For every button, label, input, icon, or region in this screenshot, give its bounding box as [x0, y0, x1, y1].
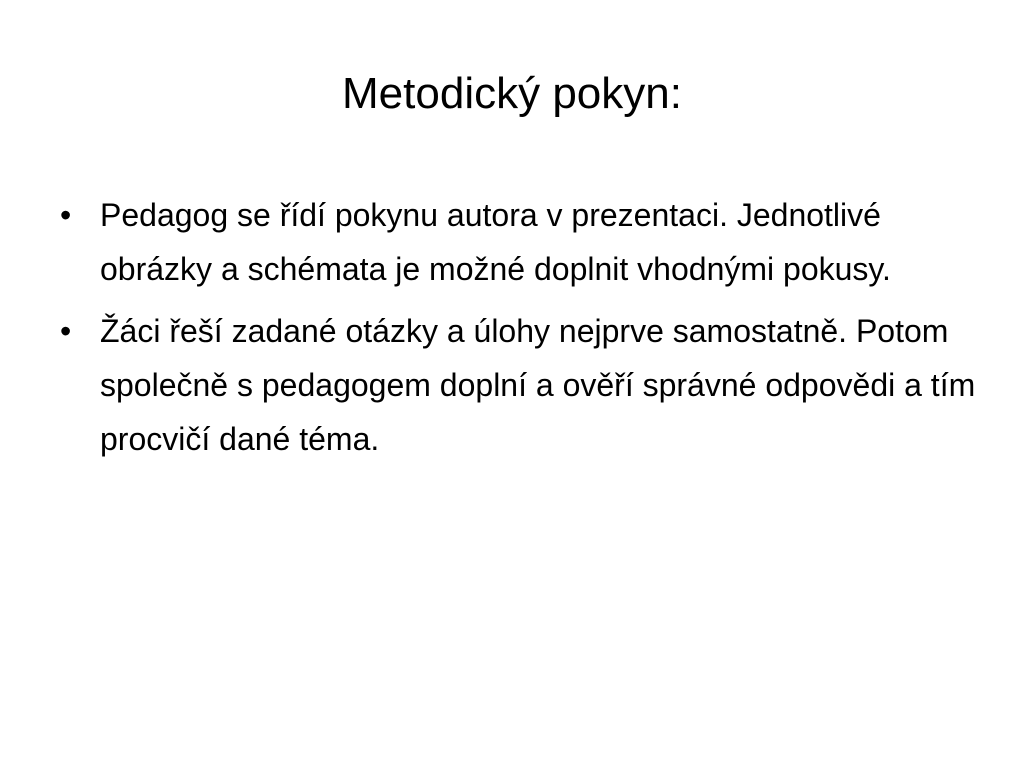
- bullet-list: [60, 188, 980, 474]
- bullet-text: Žáci řeší zadané otázky a úlohy nejprve samostatně. Potom společně s pedagogem doplní a ověří správné odpovědi a tím procvičí dané téma.: [100, 313, 976, 457]
- bullet-dot-icon: •: [60, 197, 72, 233]
- slide-title: Metodický pokyn:: [342, 69, 682, 118]
- bullet-item: [60, 188, 980, 296]
- bullet-text: Pedagog se řídí pokynu autora v prezentaci. Jednotlivé obrázky a schémata je možné doplnit vhodnými pokusy.: [100, 197, 891, 287]
- bullet-dot-icon: •: [60, 313, 72, 349]
- bullet-item: [60, 304, 980, 466]
